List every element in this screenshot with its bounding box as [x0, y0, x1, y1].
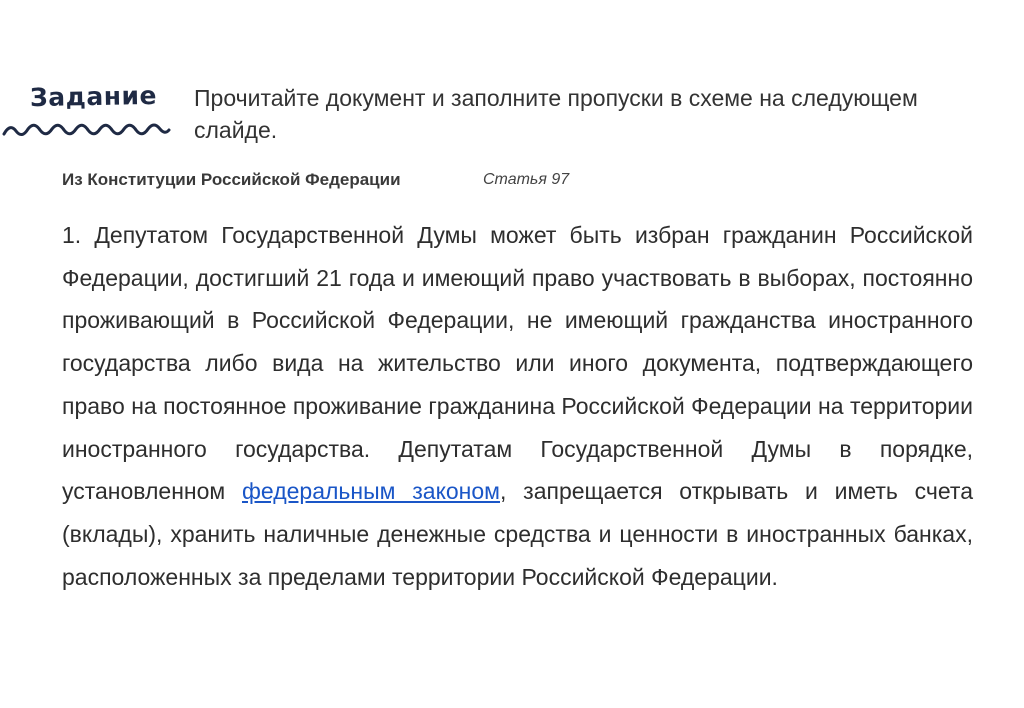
paragraph-text-before-link: 1. Депутатом Государственной Думы может быть избран гражданин Российской Федерации, достигший 21 года и имеющий право участвовать в выборах, постоянно проживающий в Российской Федерации, не имеющий гражданства иностранного государства либо вида на жительство или иного документа, подтверждающего право на постоянное проживание гражданина Российской Федерации на территории иностранного государства. Депутатам Государственной Думы в порядке, установленном — [62, 222, 973, 505]
task-instruction: Прочитайте документ и заполните пропуски в схеме на следующем слайде. — [194, 85, 918, 143]
document-article: Статья 97 — [483, 171, 570, 188]
wavy-underline-decoration — [2, 118, 172, 140]
task-label: Задание — [29, 80, 158, 113]
paragraph-text-after-link: , запрещается открывать и иметь счета (вклады), хранить наличные денежные средства и ценности в иностранных банках, расположенных за пределами территории Российской Федерации. — [62, 478, 973, 590]
document-paragraph — [62, 214, 973, 598]
federal-law-link[interactable]: федеральным законом — [242, 478, 500, 505]
document-source: Из Конституции Российской Федерации — [62, 170, 401, 189]
